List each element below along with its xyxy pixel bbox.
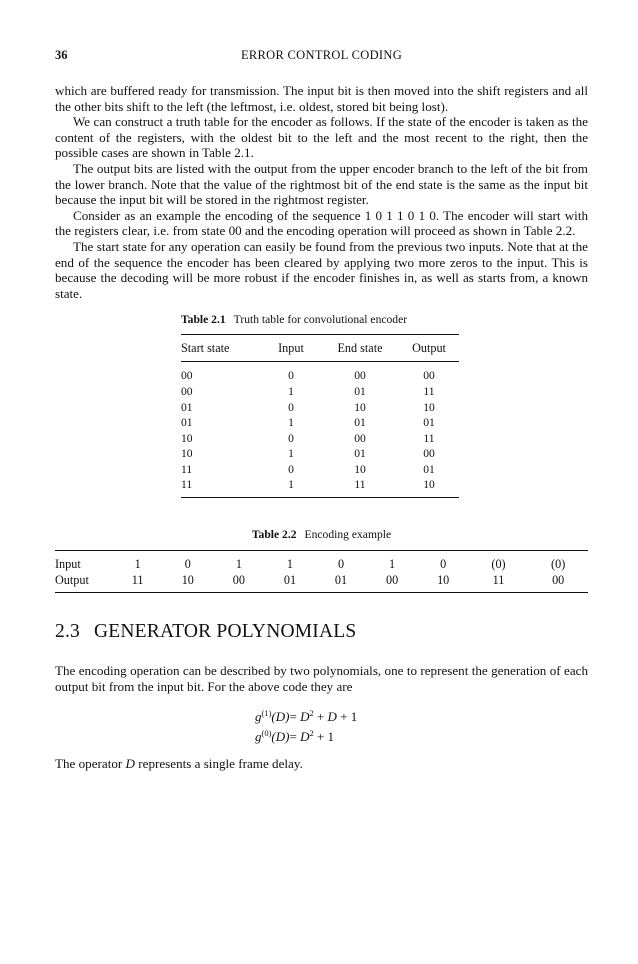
truth-table-body [181, 362, 459, 498]
column-header: End state [321, 335, 399, 362]
row-label: Input [55, 557, 81, 572]
table-title: Truth table for convolutional encoder [233, 313, 408, 327]
encoding-example-table [55, 550, 588, 593]
table-cell: 01 [283, 573, 297, 588]
table-cell: 01 [354, 447, 366, 461]
table-cell: (0) [491, 557, 506, 572]
table-cell: 01 [334, 573, 348, 588]
closing-text-before: The operator [55, 756, 126, 772]
table-cell: 1 [288, 416, 294, 430]
page-header [55, 48, 588, 68]
section-heading [55, 621, 588, 643]
table-cell: 00 [354, 369, 366, 383]
table-row [181, 446, 459, 462]
table-cell: 11 [423, 431, 435, 445]
table-row [181, 477, 459, 497]
paragraph: which are buffered ready for transmission. The input bit is then moved into the shift registers and all the other bits shift to the left (the leftmost, i.e. oldest, stored bit being lost). [55, 83, 588, 114]
table-caption [181, 313, 459, 326]
table-title: Encoding example [304, 528, 392, 542]
table-cell: 1 [288, 384, 294, 398]
table-caption [55, 528, 588, 541]
table-cell: 10 [181, 447, 193, 461]
table-cell: 01 [423, 416, 435, 430]
table-row [181, 362, 459, 384]
operator-symbol: D [125, 756, 135, 772]
equation-part: (1) [261, 708, 272, 719]
equation-part: = D [289, 729, 310, 745]
equation-part: (0) [261, 728, 272, 739]
table-cell: 10 [423, 400, 435, 414]
table-cell: 11 [131, 573, 144, 588]
paragraph: The output bits are listed with the output from the upper encoder branch to the left of the bit from the lower branch. Note that the value of the rightmost bit of the end state is the same as the input bit because the input bit will be stored in the rightmost register. [55, 160, 588, 208]
table-cell: 00 [423, 369, 435, 383]
paragraph: We can construct a truth table for the encoder as follows. If the state of the encoder is taken as the content of the registers, with the oldest bit to the left and the most recent to the right, then the possible cases are shown in Table 2.1. [55, 114, 588, 161]
table-row [181, 431, 459, 447]
table-cell: 11 [354, 478, 366, 492]
table-cell: 10 [181, 431, 193, 445]
equation-part: 2 [309, 708, 314, 719]
table-cell: 00 [386, 573, 399, 588]
table-row [181, 462, 459, 478]
table-cell: 00 [232, 573, 245, 588]
equation-part: 2 [309, 728, 314, 739]
table-cell: 0 [288, 431, 294, 445]
table-cell: 0 [288, 369, 294, 383]
section-number: 2.3 [55, 621, 80, 643]
equation-part: (D) [271, 729, 290, 745]
equation-part: = D [289, 709, 310, 725]
table-cell: 01 [181, 416, 193, 430]
table-cell: 1 [389, 557, 396, 572]
table-cell: 01 [354, 384, 366, 398]
column-header: Start state [181, 335, 261, 362]
body-text [55, 83, 588, 301]
table-cell: 00 [552, 573, 565, 588]
document-page [55, 48, 588, 785]
table-cell: 10 [354, 400, 366, 414]
equation [255, 727, 588, 747]
paragraph: The start state for any operation can easily be found from the previous two inputs. Note that at the end of the sequence the encoder has been cleared by applying two more zeros to the input. This is because the decoding will be more robust if the encoder finishes in, as well as starts from, a known state. [55, 238, 588, 301]
table-cell: 00 [181, 369, 193, 383]
table-cell: 01 [423, 462, 435, 476]
table-cell: (0) [551, 557, 566, 572]
page-number: 36 [55, 48, 68, 62]
table-row [55, 551, 588, 573]
equation [255, 707, 588, 727]
table-cell: 10 [437, 573, 450, 588]
table-cell: 01 [354, 416, 366, 430]
table-2-1-block [181, 313, 459, 498]
paragraph: Consider as an example the encoding of the sequence 1 0 1 1 0 1 0. The encoder will start with the registers clear, i.e. from state 00 and the encoding operation will proceed as shown in Table 2.2. [55, 207, 588, 239]
paragraph [55, 756, 588, 772]
table-cell: 00 [354, 431, 366, 445]
table-cell: 00 [423, 447, 435, 461]
table-cell: 1 [286, 557, 293, 572]
table-cell: 0 [288, 462, 294, 476]
truth-table [181, 334, 459, 498]
equation-part: + D + 1 [313, 709, 358, 725]
table-cell: 1 [235, 557, 242, 572]
table-cell: 1 [134, 557, 141, 572]
equation-part: + 1 [313, 729, 335, 745]
column-header: Input [261, 335, 321, 362]
table-cell: 10 [423, 478, 435, 492]
table-row [181, 415, 459, 431]
table-cell: 11 [492, 573, 505, 588]
table-label: Table 2.2 [251, 528, 297, 542]
equation-part: g [255, 709, 262, 725]
table-row [181, 384, 459, 400]
table-cell: 1 [288, 478, 294, 492]
closing-text-after: represents a single frame delay. [135, 756, 303, 772]
table-row [55, 572, 588, 593]
table-cell: 0 [337, 557, 345, 572]
table-cell: 01 [181, 400, 193, 414]
column-header: Output [399, 335, 459, 362]
running-title: ERROR CONTROL CODING [240, 48, 403, 62]
paragraph: The encoding operation can be described by two polynomials, one to represent the generation of each output bit from the input bit. For the above code they are [55, 663, 588, 694]
row-label: Output [55, 573, 89, 588]
table-header-row [181, 335, 459, 362]
table-cell: 0 [288, 400, 294, 414]
equations [255, 707, 588, 747]
section-title: GENERATOR POLYNOMIALS [93, 621, 357, 643]
table-cell: 10 [181, 573, 194, 588]
equation-part: g [255, 729, 262, 745]
table-cell: 0 [440, 557, 447, 572]
encoding-example-body [55, 551, 588, 593]
table-label: Table 2.1 [181, 313, 226, 327]
table-cell: 11 [181, 478, 193, 492]
table-cell: 10 [354, 462, 366, 476]
table-cell: 11 [423, 384, 435, 398]
table-row [181, 400, 459, 416]
table-cell: 1 [288, 447, 294, 461]
table-cell: 11 [181, 462, 193, 476]
equation-part: (D) [271, 709, 290, 725]
table-cell: 00 [181, 384, 193, 398]
table-cell: 0 [184, 557, 191, 572]
